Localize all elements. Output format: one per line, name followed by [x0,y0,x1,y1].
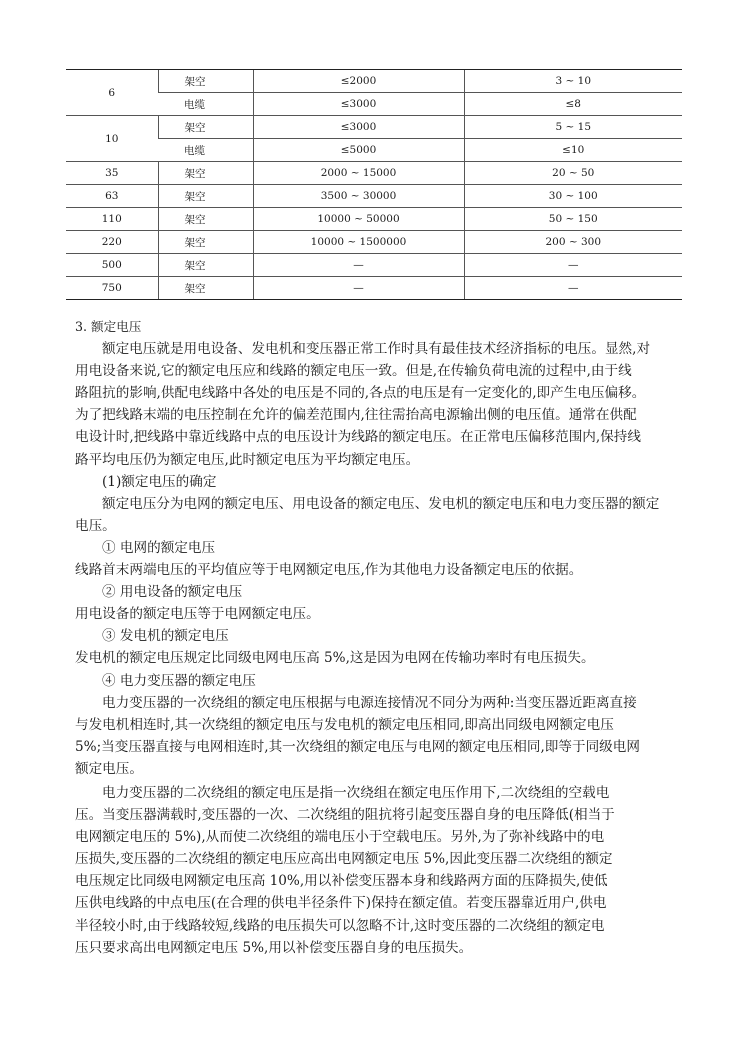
line-type-cell: 架空 [158,254,253,277]
voltage-cell: 110 [66,208,158,231]
voltage-line-table [66,69,682,300]
text-line: 压供电线路的中点电压(在合理的供电半径条件下)保持在额定值。若变压器靠近用户,供电 [75,895,607,912]
text-line: 半径较小时,由于线路较短,线路的电压损失可以忽略不计,这时变压器的二次绕组的额定电 [75,917,605,934]
text-line: 路阻抗的影响,供配电线路中各处的电压是不同的,各点的电压是有一定变化的,即产生电压偏移。 [75,385,646,402]
text-line: 用电设备来说,它的额定电压应和线路的额定电压一致。但是,在传输负荷电流的过程中,由于线 [75,363,632,380]
distance-cell: 5 ~ 15 [464,116,682,139]
distance-cell: 3 ~ 10 [464,70,682,93]
capacity-cell: 3500 ~ 30000 [253,185,464,208]
line-type-cell: 架空 [158,116,253,139]
voltage-cell: 10 [66,116,158,162]
subsection-heading: (1)额定电压的确定 [102,473,217,490]
table-row [66,277,682,300]
text-line: 发电机的额定电压规定比同级电网电压高 5%,这是因为电网在传输功率时有电压损失。 [75,650,595,667]
text-line: 电力变压器的一次绕组的额定电压根据与电源连接情况不同分为两种:当变压器近距离直接 [102,694,637,711]
text-line: 额定电压。 [75,760,143,777]
table-row [66,162,682,185]
body-text [75,316,685,959]
table-row [66,93,682,116]
table-row [66,254,682,277]
text-line: 额定电压就是用电设备、发电机和变压器正常工作时具有最佳技术经济指标的电压。显然,对 [102,341,651,358]
capacity-cell: 10000 ~ 1500000 [253,231,464,254]
text-line: 压损失,变压器的二次绕组的额定电压应高出电网额定电压 5%,因此变压器二次绕组的额定 [75,851,613,868]
line-type-cell: 架空 [158,231,253,254]
text-line: 电压规定比同级电网额定电压高 10%,用以补偿变压器本身和线路两方面的压降损失,使低 [75,873,608,890]
text-line: 电网额定电压的 5%),从而使二次绕组的端电压小于空载电压。另外,为了弥补线路中的电 [75,829,605,846]
distance-cell: — [464,277,682,300]
line-type-cell: 架空 [158,208,253,231]
text-line: 5%;当变压器直接与电网相连时,其一次绕组的额定电压与电网的额定电压相同,即等于同级电网 [75,738,640,755]
line-type-cell: 架空 [158,70,253,93]
text-line: 路平均电压仍为额定电压,此时额定电压为平均额定电压。 [75,451,420,468]
table-row [66,185,682,208]
voltage-cell: 220 [66,231,158,254]
line-type-cell: 电缆 [158,93,253,116]
distance-cell: 200 ~ 300 [464,231,682,254]
capacity-cell: ≤2000 [253,70,464,93]
table-row [66,231,682,254]
item-heading: ① 电网的额定电压 [102,539,216,556]
text-line: 电力变压器的二次绕组的额定电压是指一次绕组在额定电压作用下,二次绕组的空载电 [102,784,610,801]
capacity-cell: — [253,277,464,300]
item-heading: ② 用电设备的额定电压 [102,584,243,601]
capacity-cell: ≤3000 [253,93,464,116]
text-line: 电设计时,把线路中靠近线路中点的电压设计为线路的额定电压。在正常电压偏移范围内,保持线 [75,429,641,446]
table-row [66,116,682,139]
voltage-cell: 63 [66,185,158,208]
item-heading: ③ 发电机的额定电压 [102,628,229,645]
text-line: 为了把线路末端的电压控制在允许的偏差范围内,往往需抬高电源输出侧的电压值。通常在供配 [75,407,637,424]
capacity-cell: — [253,254,464,277]
table-row [66,208,682,231]
text-line: 线路首末两端电压的平均值应等于电网额定电压,作为其他电力设备额定电压的依据。 [75,562,583,579]
capacity-cell: 2000 ~ 15000 [253,162,464,185]
text-line: 与发电机相连时,其一次绕组的额定电压与发电机的额定电压相同,即高出同级电网额定电压 [75,716,614,733]
section-heading: 3. 额定电压 [75,319,142,334]
voltage-cell: 6 [66,70,158,116]
capacity-cell: ≤3000 [253,116,464,139]
voltage-cell: 35 [66,162,158,185]
capacity-cell: ≤5000 [253,139,464,162]
text-line: 用电设备的额定电压等于电网额定电压。 [75,606,320,623]
distance-cell: — [464,254,682,277]
line-type-cell: 架空 [158,162,253,185]
table-row [66,70,682,93]
item-heading: ④ 电力变压器的额定电压 [102,672,256,689]
distance-cell: ≤8 [464,93,682,116]
line-type-cell: 架空 [158,277,253,300]
capacity-cell: 10000 ~ 50000 [253,208,464,231]
text-line: 额定电压分为电网的额定电压、用电设备的额定电压、发电机的额定电压和电力变压器的额定 [102,495,660,512]
voltage-cell: 750 [66,277,158,300]
line-type-cell: 架空 [158,185,253,208]
voltage-cell: 500 [66,254,158,277]
distance-cell: 30 ~ 100 [464,185,682,208]
distance-cell: ≤10 [464,139,682,162]
text-line: 压。当变压器满载时,变压器的一次、二次绕组的阻抗将引起变压器自身的电压降低(相当于 [75,807,615,824]
text-line: 压只要求高出电网额定电压 5%,用以补偿变压器自身的电压损失。 [75,939,473,956]
text-line: 电压。 [75,517,116,534]
table-row [66,139,682,162]
distance-cell: 20 ~ 50 [464,162,682,185]
line-type-cell: 电缆 [158,139,253,162]
distance-cell: 50 ~ 150 [464,208,682,231]
